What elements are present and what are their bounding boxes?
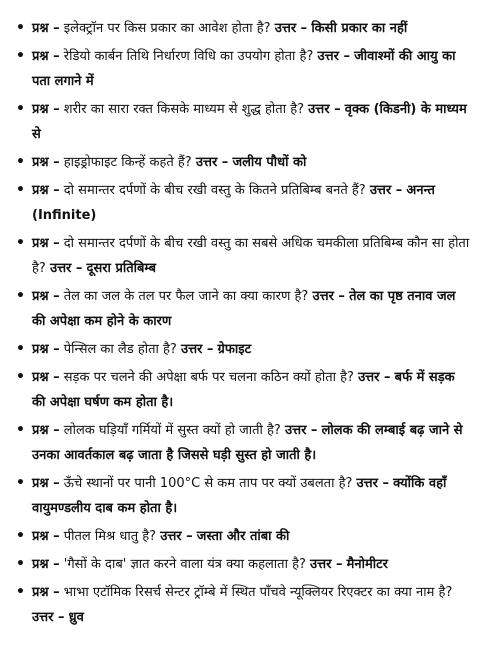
qa-item xyxy=(10,365,470,415)
answer-text: मैनोमीटर xyxy=(346,557,388,572)
answer-text: क्योंकि वहाँ वायुमण्डलीय दाब कम होता है। xyxy=(32,476,447,516)
question-text: 'गैसों के दाब' ज्ञात करने वाला यंत्र क्या कहलाता है? xyxy=(63,557,306,572)
question-text: सड़क पर चलने की अपेक्षा बर्फ पर चलना कठिन क्यों होता है? xyxy=(63,370,354,385)
answer-label: उत्तर – xyxy=(308,102,341,117)
question-label: प्रश्न – xyxy=(32,289,60,304)
question-text: शरीर का सारा रक्त किसके माध्यम से शुद्ध होता है? xyxy=(63,102,305,117)
bullet-icon: • xyxy=(16,182,25,198)
answer-text: ग्रेफाइट xyxy=(217,342,252,357)
answer-text: वृक्क (किडनी) के माध्यम से xyxy=(32,102,467,142)
answer-label: उत्तर – xyxy=(274,21,308,36)
answer-label: उत्तर – xyxy=(358,370,391,385)
bullet-icon: • xyxy=(16,288,25,304)
answer-text: लोलक की लम्बाई बढ़ जाने से उनका आवर्तकाल बढ़ जाता है जिससे घड़ी सुस्त हो जाती है। xyxy=(32,423,463,463)
answer-text: अनन्त (Infinite) xyxy=(32,183,435,223)
bullet-icon: • xyxy=(16,369,25,385)
qa-item xyxy=(10,524,470,549)
answer-text: किसी प्रकार का नहीं xyxy=(311,21,408,36)
qa-item xyxy=(10,150,470,175)
question-text: दो समान्तर दर्पणों के बीच रखी वस्तु का सबसे अधिक चमकीला प्रतिबिम्ब कौन सा होता है? xyxy=(32,236,470,276)
answer-label: उत्तर – xyxy=(312,289,345,304)
qa-item xyxy=(10,16,470,41)
bullet-icon: • xyxy=(16,556,25,572)
answer-label: उत्तर – xyxy=(195,155,229,170)
question-text: इलेक्ट्रॉन पर किस प्रकार का आवेश होता है? xyxy=(63,21,271,36)
answer-label: उत्तर – xyxy=(180,342,214,357)
bullet-icon: • xyxy=(16,341,25,357)
answer-label: उत्तर – xyxy=(160,529,193,544)
question-text: तेल का जल के तल पर फैल जाने का क्या कारण है? xyxy=(63,289,309,304)
answer-text: दूसरा प्रतिबिम्ब xyxy=(86,261,157,276)
question-label: प्रश्न – xyxy=(32,236,60,251)
question-text: पीतल मिश्र धातु है? xyxy=(63,529,157,544)
question-label: प्रश्न – xyxy=(32,49,60,64)
answer-label: उत्तर – xyxy=(356,476,389,491)
answer-text: बर्फ में सड़क की अपेक्षा घर्षण कम होता है। xyxy=(32,370,455,410)
answer-text: जस्ता और तांबा की xyxy=(196,529,290,544)
qa-list xyxy=(10,16,470,630)
bullet-icon: • xyxy=(16,20,25,36)
question-label: प्रश्न – xyxy=(32,183,60,198)
qa-item xyxy=(10,44,470,94)
qa-item xyxy=(10,580,470,630)
bullet-icon: • xyxy=(16,101,25,117)
answer-text: ध्रुव xyxy=(68,610,84,625)
question-label: प्रश्न – xyxy=(32,423,60,438)
qa-item xyxy=(10,284,470,334)
answer-label: उत्तर – xyxy=(317,49,350,64)
question-label: प्रश्न – xyxy=(32,370,60,385)
question-label: प्रश्न – xyxy=(32,585,60,600)
question-text: लोलक घड़ियाँ गर्मियों में सुस्त क्यों हो जाती है? xyxy=(63,423,281,438)
answer-label: उत्तर – xyxy=(284,423,318,438)
question-label: प्रश्न – xyxy=(32,529,60,544)
question-label: प्रश्न – xyxy=(32,342,60,357)
question-label: प्रश्न – xyxy=(32,557,60,572)
qa-item xyxy=(10,178,470,228)
question-label: प्रश्न – xyxy=(32,102,60,117)
answer-label: उत्तर – xyxy=(369,183,403,198)
qa-item xyxy=(10,471,470,521)
bullet-icon: • xyxy=(16,235,25,251)
answer-text: तेल का पृष्ठ तनाव जल की अपेक्षा कम होने के कारण xyxy=(32,289,456,329)
answer-text: जीवाश्मों की आयु का पता लगाने में xyxy=(32,49,456,89)
question-text: पेन्सिल का लैड होता है? xyxy=(63,342,177,357)
qa-item xyxy=(10,337,470,362)
question-label: प्रश्न – xyxy=(32,476,60,491)
qa-item xyxy=(10,552,470,577)
bullet-icon: • xyxy=(16,584,25,600)
question-text: दो समान्तर दर्पणों के बीच रखी वस्तु के कितने प्रतिबिम्ब बनते हैं? xyxy=(63,183,366,198)
bullet-icon: • xyxy=(16,154,25,170)
bullet-icon: • xyxy=(16,48,25,64)
question-text: रेडियो कार्बन तिथि निर्धारण विधि का उपयोग होता है? xyxy=(63,49,314,64)
bullet-icon: • xyxy=(16,422,25,438)
question-text: हाइड्रोफाइट किन्हें कहते हैं? xyxy=(63,155,192,170)
question-text: भाभा एटॉमिक रिसर्च सेन्टर ट्रॉम्बे में स्थित पाँचवे न्यूक्लियर रिएक्टर का क्या नाम है? xyxy=(63,585,453,600)
qa-item xyxy=(10,231,470,281)
answer-label: उत्तर – xyxy=(49,261,83,276)
question-text: ऊँचे स्थानों पर पानी 100°C से कम ताप पर क्यों उबलता है? xyxy=(63,476,353,491)
bullet-icon: • xyxy=(16,528,25,544)
answer-label: उत्तर – xyxy=(310,557,343,572)
qa-item xyxy=(10,418,470,468)
qa-item xyxy=(10,97,470,147)
answer-label: उत्तर – xyxy=(32,610,65,625)
bullet-icon: • xyxy=(16,475,25,491)
question-label: प्रश्न – xyxy=(32,21,60,36)
answer-text: जलीय पौधों को xyxy=(232,155,307,170)
question-label: प्रश्न – xyxy=(32,155,60,170)
